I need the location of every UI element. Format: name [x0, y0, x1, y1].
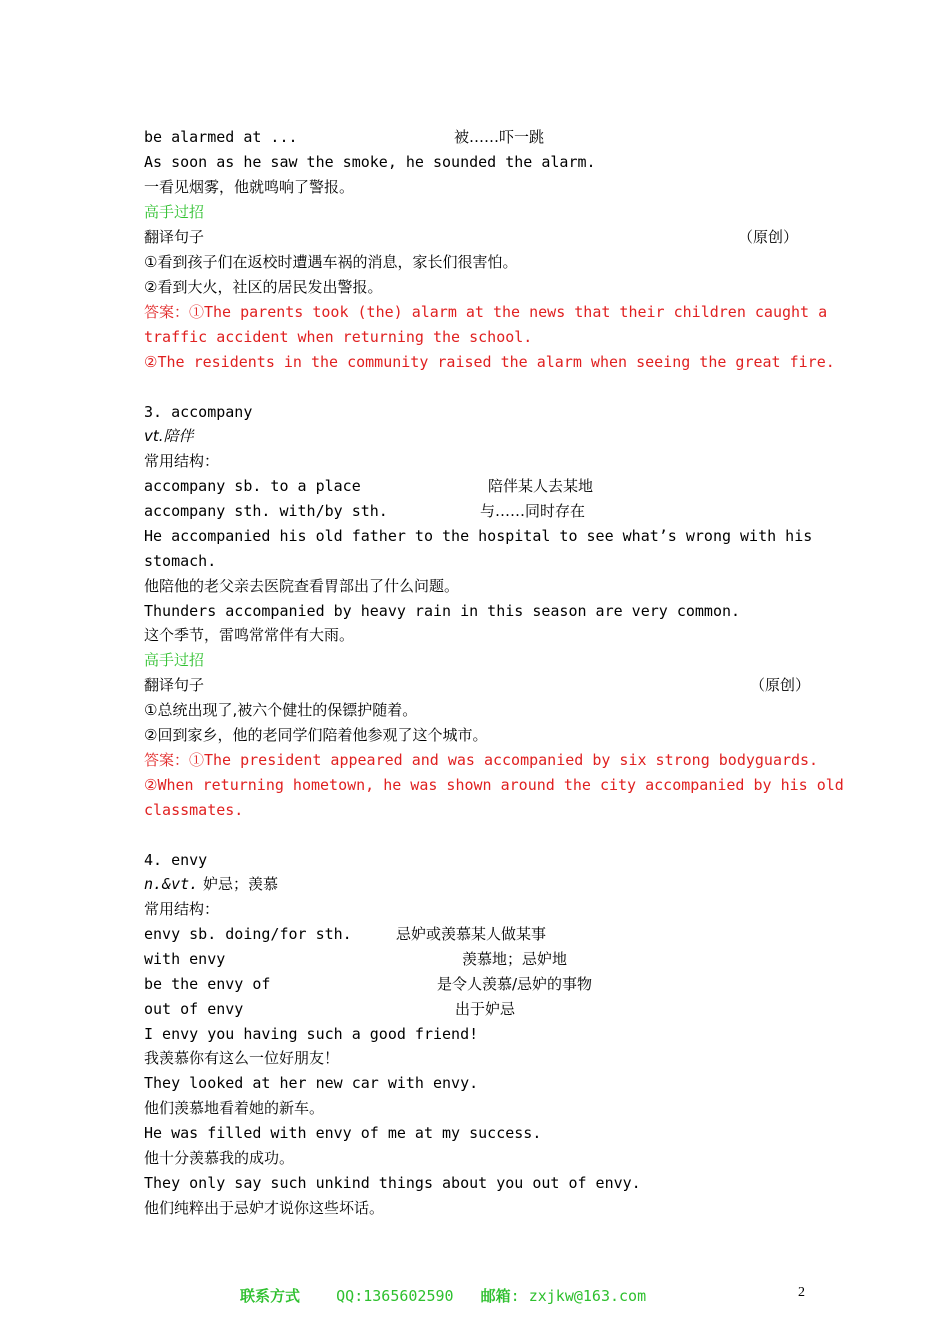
word-heading-envy: 4. envy — [144, 851, 208, 869]
exercise-item: ②回到家乡，他的老同学们陪着他参观了这个城市。 — [144, 726, 488, 744]
exercise-item: ①看到孩子们在返校时遭遇车祸的消息，家长们很害怕。 — [144, 253, 518, 271]
example-sentence: As soon as he saw the smoke, he sounded the alarm. — [144, 153, 596, 171]
phrase-meaning: 是令人羡慕/忌妒的事物 — [437, 975, 593, 993]
example-sentence: He accompanied his old father to the hospital to see what’s wrong with his — [144, 527, 813, 545]
section-heading-practice: 高手过招 — [144, 203, 205, 221]
structures-label: 常用结构： — [144, 900, 220, 918]
answer-line: ②The residents in the community raised the alarm when seeing the great fire. — [144, 353, 835, 371]
phrase-meaning: 忌妒或羡慕某人做某事 — [396, 925, 547, 943]
footer-qq: QQ:1365602590 — [336, 1287, 454, 1305]
phrase: accompany sb. to a place — [144, 477, 361, 495]
answer-line: ②When returning hometown, he was shown around the city accompanied by his old — [144, 776, 844, 794]
example-translation: 我羡慕你有这么一位好朋友！ — [144, 1049, 340, 1067]
example-translation: 他们羡慕地看着她的新车。 — [144, 1099, 325, 1117]
phrase: accompany sth. with/by sth. — [144, 502, 388, 520]
exercise-source: （原创） — [750, 676, 811, 694]
part-of-speech: n.&vt. — [144, 875, 199, 893]
example-translation: 一看见烟雾，他就鸣响了警报。 — [144, 178, 355, 196]
structures-label: 常用结构： — [144, 452, 220, 470]
exercise-title: 翻译句子 — [144, 676, 205, 694]
phrase-meaning: 出于妒忌 — [455, 1000, 516, 1018]
example-sentence: He was filled with envy of me at my success. — [144, 1124, 542, 1142]
footer-email-label: 邮箱 — [480, 1287, 511, 1305]
page-footer — [240, 1286, 646, 1306]
exercise-item: ②看到大火，社区的居民发出警报。 — [144, 278, 383, 296]
page-number: 2 — [798, 1285, 805, 1300]
exercise-title: 翻译句子 — [144, 228, 205, 246]
part-of-speech-line — [144, 874, 278, 894]
answer-line: classmates. — [144, 801, 244, 819]
example-sentence: Thunders accompanied by heavy rain in this season are very common. — [144, 602, 741, 620]
example-translation: 他们纯粹出于忌妒才说你这些坏话。 — [144, 1199, 385, 1217]
answer-line: 答案：①The president appeared and was accompanied by six strong bodyguards. — [144, 751, 819, 769]
phrase: be the envy of — [144, 975, 271, 993]
example-sentence: They looked at her new car with envy. — [144, 1074, 479, 1092]
section-heading-practice: 高手过招 — [144, 651, 205, 669]
example-translation: 这个季节，雷鸣常常伴有大雨。 — [144, 626, 355, 644]
example-translation: 他陪他的老父亲去医院查看胃部出了什么问题。 — [144, 577, 460, 595]
phrase-be-alarmed-at-meaning: 被……吓一跳 — [454, 128, 545, 146]
part-of-speech: vt.陪伴 — [144, 427, 194, 445]
phrase: out of envy — [144, 1000, 244, 1018]
phrase: envy sb. doing/for sth. — [144, 925, 352, 943]
word-meaning: 妒忌；羡慕 — [198, 875, 278, 893]
phrase-meaning: 陪伴某人去某地 — [488, 477, 594, 495]
example-sentence: stomach. — [144, 552, 217, 570]
phrase-meaning: 与……同时存在 — [480, 502, 586, 520]
exercise-item: ①总统出现了,被六个健壮的保镖护随着。 — [144, 701, 418, 719]
phrase-meaning: 羡慕地；忌妒地 — [462, 950, 568, 968]
phrase: with envy — [144, 950, 226, 968]
example-sentence: They only say such unkind things about you out of envy. — [144, 1174, 641, 1192]
footer-contact-label: 联系方式 — [240, 1287, 301, 1305]
word-heading-accompany: 3. accompany — [144, 403, 253, 421]
example-sentence: I envy you having such a good friend! — [144, 1025, 479, 1043]
answer-line: 答案：①The parents took (the) alarm at the news that their children caught a — [144, 303, 828, 321]
answer-line: traffic accident when returning the school. — [144, 328, 533, 346]
phrase-be-alarmed-at: be alarmed at ... — [144, 128, 298, 146]
exercise-source: （原创） — [738, 228, 799, 246]
footer-email[interactable]: : zxjkw@163.com — [510, 1287, 647, 1305]
example-translation: 他十分羡慕我的成功。 — [144, 1149, 295, 1167]
